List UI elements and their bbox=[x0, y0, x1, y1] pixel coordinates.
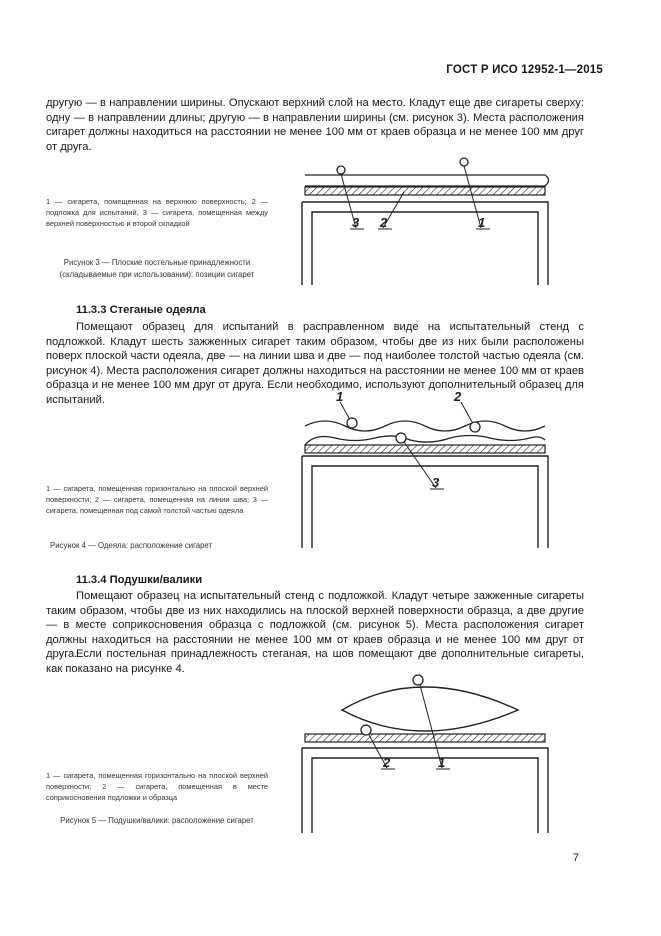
section-11-3-4-text-2: Если постельная принадлежность стеганая, на шов помещают две дополнительные сигареты, как показано на рисунке 4. bbox=[46, 648, 584, 675]
fig4-label-2: 2 bbox=[454, 389, 462, 404]
cigarette-2 bbox=[361, 725, 371, 735]
substrate-layer bbox=[305, 187, 545, 195]
figure-3-legend: 1 — сигарета, помещенная на верхнюю поверхность; 2 — подложка для испытаний, 3 — сигарета, помещенная между верхней поверхностью и второй складкой bbox=[46, 197, 268, 228]
fig5-label-2: 2 bbox=[383, 755, 391, 770]
cigarette-2 bbox=[470, 422, 480, 432]
intro-paragraph: другую — в направлении ширины. Опускают верхний слой на место. Кладут еще две сигареты сверху: одну — в направлении длины; другую — в направлении ширины (см. рисунок 3). Места расположения сигарет должны находиться на расстоянии не менее 100 мм от краев образца и не менее 100 мм друг от друга. bbox=[46, 97, 584, 153]
cigarette-3 bbox=[337, 166, 345, 174]
figure-4-diagram bbox=[290, 388, 560, 558]
fig3-label-2: 2 bbox=[380, 215, 388, 230]
cigarette-1 bbox=[413, 675, 423, 685]
substrate-layer bbox=[305, 734, 545, 742]
cigarette-1 bbox=[460, 158, 468, 166]
fig3-label-1: 1 bbox=[478, 215, 486, 230]
page-number: 7 bbox=[572, 852, 579, 864]
quilt-bottom bbox=[305, 436, 545, 446]
figure-5-diagram bbox=[290, 668, 560, 838]
section-11-3-4-title: 11.3.4 Подушки/валики bbox=[76, 574, 203, 586]
substrate-layer bbox=[305, 445, 545, 453]
cigarette-1 bbox=[347, 418, 357, 428]
section-11-3-4-text-1: Помещают образец на испытательный стенд с подложкой. Кладут четыре зажженные сигареты таким образом, чтобы две из них находились на плоской верхней поверхности образца, а две другие — в месте соприкосновения образца с подложкой (см. рисунок 5). Места расположения сигарет должны находиться на расстоянии не менее 100 мм от краев образца и не менее 100 мм друг от друга. bbox=[46, 590, 584, 661]
figure-5-legend: 1 — сигарета, помещенная горизонтально на плоской верхней поверхности; 2 — сигарета, помещенная в месте соприкосновения подложки и образца bbox=[46, 771, 268, 802]
cigarette-3 bbox=[396, 433, 406, 443]
figure-3-diagram bbox=[290, 150, 560, 300]
fig4-label-1: 1 bbox=[336, 389, 344, 404]
figure-5-caption: Рисунок 5 — Подушки/валики: расположение сигарет bbox=[60, 816, 254, 825]
document-header: ГОСТ Р ИСО 12952-1—2015 bbox=[446, 64, 603, 76]
figure-4-legend: 1 — сигарета, помещенная горизонтально на плоской верхней поверхности; 2 — сигарета, помещенная на линии шва; 3 — сигарета, помещенная под самой толстой частью одеяла bbox=[46, 484, 268, 515]
quilt-top bbox=[305, 421, 545, 431]
fig5-label-1: 1 bbox=[438, 755, 446, 770]
section-11-3-3-title: 11.3.3 Стеганые одеяла bbox=[76, 304, 206, 316]
figure-4-caption: Рисунок 4 — Одеяла: расположение сигарет bbox=[50, 541, 213, 550]
figure-3-caption: Рисунок 3 — Плоские постельные принадлежности (складываемые при использовании): позиции сигарет bbox=[59, 258, 255, 279]
section-11-3-3-text: Помещают образец для испытаний в расправленном виде на испытательный стенд с подложкой. Кладут шесть зажженных сигарет таким образом, чтобы две из них были расположены поверх плоской части одеяла, две — на линии шва и две — под наиболее толстой частью одеяла (см. рисунок 4). Места расположения сигарет должны находиться на расстоянии не менее 100 мм от краев образца и не менее 100 мм друг от друга. Если необходимо, используют дополнительный образец для испытаний. bbox=[46, 321, 584, 406]
fig3-label-3: 3 bbox=[352, 215, 360, 230]
fig4-label-3: 3 bbox=[432, 475, 440, 490]
